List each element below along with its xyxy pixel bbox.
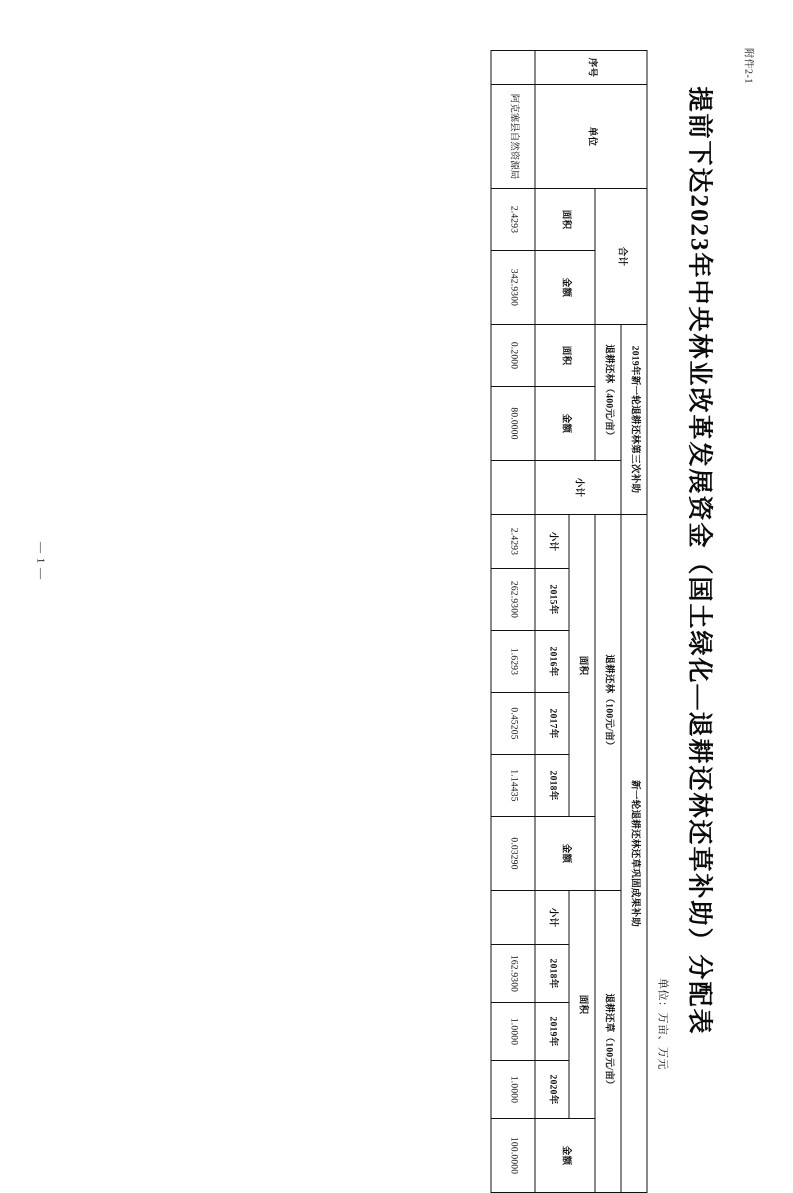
cell-g2-forest-area-subtotal: 1.6293: [491, 631, 535, 693]
page-number: — 1 —: [34, 542, 46, 580]
page-title: 提前下达2023年中央林业改革发展资金（国土绿化—退耕还林还草补助）分配表: [685, 86, 712, 1036]
th-g2-forest-2017: 2017年: [535, 693, 569, 755]
th-group-new-round: 新一轮退耕还林还草巩固成果补助: [621, 515, 647, 1193]
th-g2-grass-2020: 2020年: [535, 1061, 569, 1119]
cell-total-area: 2.4293: [491, 189, 535, 251]
header-row-3: [569, 51, 595, 1193]
cell-total-amount: 342.9300: [491, 251, 535, 325]
th-g2-forest-subtotal: 小计: [535, 515, 569, 569]
th-g2-grass-subtotal: 小计: [535, 891, 569, 945]
th-g2-forest-2015: 2015年: [535, 569, 569, 631]
table-body: [491, 51, 535, 1193]
cell-g2-forest-2015: 0.45205: [491, 693, 535, 755]
th-total-group: 合计: [595, 189, 647, 325]
cell-g1-subtotal: [491, 461, 535, 515]
table-head: [535, 51, 647, 1193]
cell-g2-grass-amount: 100.0000: [491, 1119, 535, 1193]
th-total-area: 面积: [535, 189, 595, 251]
th-seq: 序号: [535, 51, 647, 85]
th-g2-grass-area: 面积: [569, 891, 595, 1119]
cell-g2-forest-2018: [491, 891, 535, 945]
th-g1-area: 面积: [535, 325, 595, 387]
cell-unit: 阿克塞县自然资源局: [491, 85, 535, 189]
cell-g1-amount: 80.0000: [491, 387, 535, 461]
cell-g2-forest-amount-top: 262.9300: [491, 569, 535, 631]
th-g1-amount: 金额: [535, 387, 595, 461]
cell-seq: [491, 51, 535, 85]
th-g2-forest-2016: 2016年: [535, 631, 569, 693]
th-g2-forest-2018: 2018年: [535, 755, 569, 817]
th-g2-forest-area: 面积: [569, 515, 595, 817]
th-g2-grass-2019: 2019年: [535, 1003, 569, 1061]
th-g2-grass-amount: 金额: [535, 1119, 595, 1193]
cell-g2-forest-2017: 0.03290: [491, 817, 535, 891]
th-g1-sub-title: 退耕还林（400元/亩）: [595, 325, 621, 461]
cell-g2-grass-subtotal: 1.0000: [491, 1003, 535, 1061]
th-total-amount: 金额: [535, 251, 595, 325]
unit-note: 单位：万亩、万元: [656, 978, 668, 1070]
cell-g2-forest-subtotal: 2.4293: [491, 515, 535, 569]
attachment-tag: 附件2-1: [742, 48, 753, 84]
cell-g2-forest-amount: 162.9300: [491, 945, 535, 1003]
cell-g2-grass-2018: 1.0000: [491, 1061, 535, 1119]
table-row: [491, 51, 535, 1193]
th-unit: 单位: [535, 85, 647, 189]
th-g2-forest-amount: 金额: [535, 817, 595, 891]
th-g2-forest-title: 退耕还林（100元/亩）: [595, 515, 621, 891]
header-row-1: [621, 51, 647, 1193]
th-g2-grass-2018: 2018年: [535, 945, 569, 1003]
cell-g1-area: 0.2000: [491, 325, 535, 387]
th-group-2019-prev: 2019年新一轮退耕还林第三次补助: [621, 325, 647, 515]
th-g1-subtotal: 小计: [535, 461, 621, 515]
allocation-table: [490, 50, 647, 1193]
th-g2-grass-title: 退耕还草（100元/亩）: [595, 891, 621, 1193]
cell-g2-forest-2016: 1.14435: [491, 755, 535, 817]
